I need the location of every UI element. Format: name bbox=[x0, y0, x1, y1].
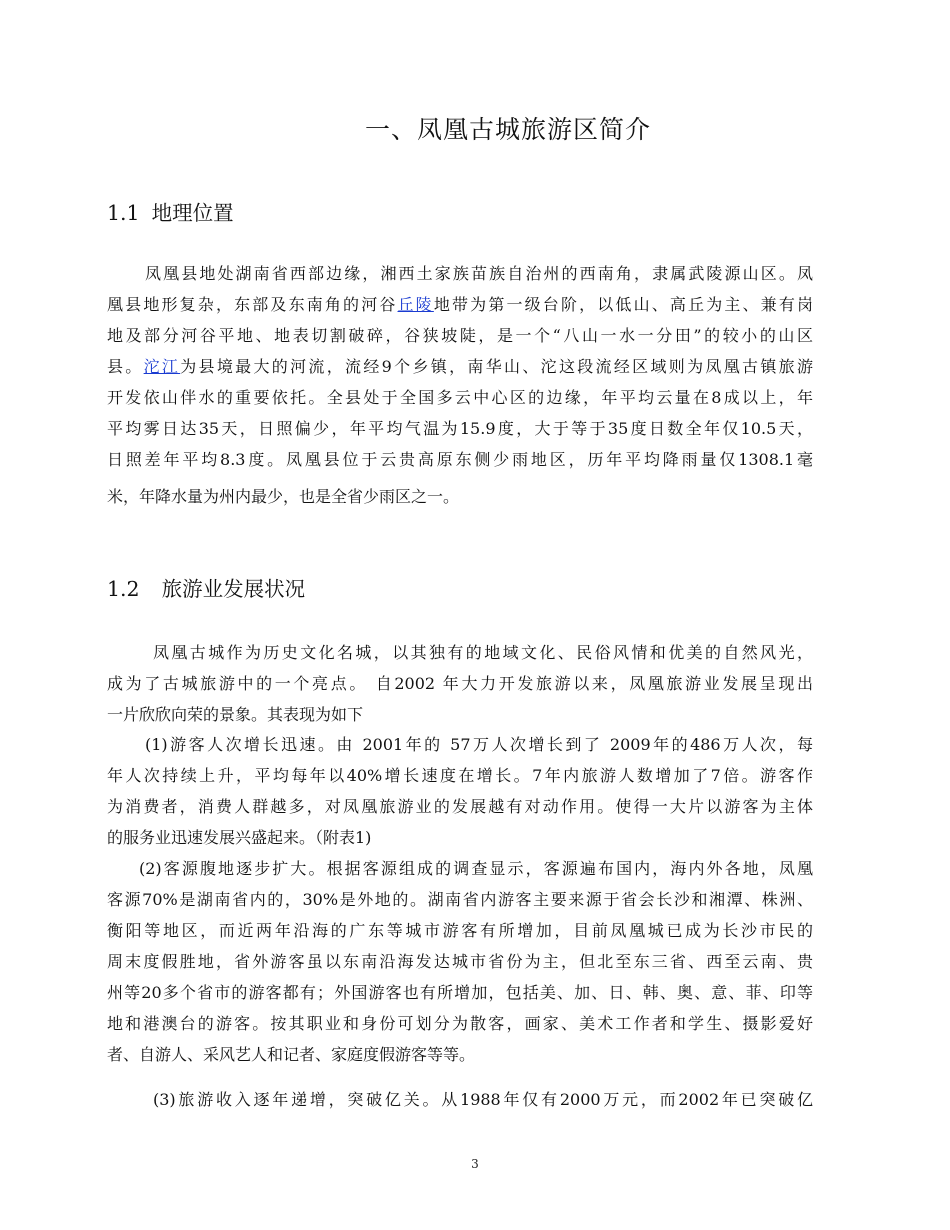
section-title: 地理位置 bbox=[151, 201, 234, 225]
paragraph-line: 客源70%是湖南省内的，30%是外地的。湖南省内游客主要来源于省会长沙和湘潭、株洲、 bbox=[107, 890, 813, 909]
paragraph-line: (3)旅游收入逐年递增，突破亿关。从1988年仅有2000万元，而2002年已突破亿 bbox=[153, 1090, 813, 1109]
paragraph-line: 州等20多个省市的游客都有；外国游客也有所增加，包括美、加、日、韩、奥、意、菲、印等 bbox=[107, 983, 813, 1002]
paragraph-line: 的服务业迅速发展兴盛起来。（附表1) bbox=[107, 828, 372, 847]
text-segment: 地带为第一级台阶，以低山、高丘为主、兼有岗 bbox=[433, 295, 813, 314]
text-segment: 凰县地形复杂，东部及东南角的河谷 bbox=[107, 295, 398, 314]
text-segment: 米，年降水量为州内最少，也是全省少雨区之一。 bbox=[107, 487, 460, 506]
paragraph-line bbox=[107, 481, 813, 512]
section-number: 1.2 bbox=[107, 577, 140, 601]
paragraph-geography bbox=[107, 258, 813, 512]
section-number: 1.1 bbox=[107, 201, 140, 225]
text-segment: 开发依山伴水的重要依托。全县处于全国多云中心区的边缘，年平均云量在8成以上，年 bbox=[107, 388, 813, 407]
link-hills[interactable]: 丘陵 bbox=[397, 295, 434, 314]
paragraph-line: 为消费者，消费人群越多，对凤凰旅游业的发展越有对动作用。使得一大片以游客为主体 bbox=[107, 797, 813, 816]
paragraph-line bbox=[107, 258, 813, 289]
paragraph-line: (1)游客人次增长迅速。由 2001年的 57万人次增长到了 2009年的486万人次，每 bbox=[145, 735, 813, 754]
paragraph-line: 衡阳等地区，而近两年沿海的广东等城市游客有所增加，目前凤凰城已成为长沙市民的 bbox=[107, 921, 813, 940]
paragraph-line: 年人次持续上升，平均每年以40%增长速度在增长。7年内旅游人数增加了7倍。游客作 bbox=[107, 766, 813, 785]
paragraph-line bbox=[107, 382, 813, 413]
text-segment: 凤凰县地处湖南省西部边缘，湘西土家族苗族自治州的西南角，隶属武陵源山区。凤 bbox=[145, 264, 813, 283]
text-segment: 地及部分河谷平地、地表切割破碎，谷狭坡陡，是一个“八山一水一分田”的较小的山区 bbox=[107, 326, 813, 345]
section-heading-1-2 bbox=[107, 572, 305, 602]
paragraph-item-3 bbox=[107, 1084, 813, 1115]
paragraph-line: 周末度假胜地，省外游客虽以东南沿海发达城市省份为主，但北至东三省、西至云南、贵 bbox=[107, 952, 813, 971]
paragraph-line bbox=[107, 351, 813, 382]
text-segment: 平均雾日达35天，日照偏少，年平均气温为15.9度，大于等于35度日数全年仅10.5天， bbox=[107, 419, 813, 438]
paragraph-line: 地和港澳台的游客。按其职业和身份可划分为散客，画家、美术工作者和学生、摄影爱好 bbox=[107, 1014, 813, 1033]
paragraph-item-2 bbox=[107, 853, 813, 1070]
document-title: 一、凤凰古城旅游区简介 bbox=[365, 115, 652, 144]
paragraph-line bbox=[107, 289, 813, 320]
paragraph-line bbox=[107, 320, 813, 351]
section-heading-1-1 bbox=[107, 196, 234, 226]
text-segment: 县。 bbox=[107, 357, 144, 376]
paragraph-line: 凤凰古城作为历史文化名城，以其独有的地域文化、民俗风情和优美的自然风光， bbox=[153, 643, 813, 662]
paragraph-item-1 bbox=[107, 729, 813, 853]
section-title: 旅游业发展状况 bbox=[161, 577, 306, 601]
link-tuojiang[interactable]: 沱江 bbox=[143, 357, 181, 376]
paragraph-line bbox=[107, 413, 813, 444]
page-number: 3 bbox=[471, 1157, 479, 1171]
paragraph-line: 一片欣欣向荣的景象。其表现为如下 bbox=[107, 705, 364, 724]
paragraph-tourism-intro bbox=[107, 637, 813, 730]
text-segment: 为县境最大的河流，流经9个乡镇，南华山、沱这段流经区域则为凤凰古镇旅游 bbox=[180, 357, 813, 376]
paragraph-line bbox=[107, 444, 813, 475]
paragraph-line: 成为了古城旅游中的一个亮点。 自2002 年大力开发旅游以来，凤凰旅游业发展呈现出 bbox=[107, 674, 813, 693]
text-segment: 日照差年平均8.3度。凤凰县位于云贵高原东侧少雨地区，历年平均降雨量仅1308.1毫 bbox=[107, 450, 813, 469]
paragraph-line: (2)客源腹地逐步扩大。根据客源组成的调查显示，客源遍布国内，海内外各地，凤凰 bbox=[139, 859, 813, 878]
paragraph-line: 者、自游人、采风艺人和记者、家庭度假游客等等。 bbox=[107, 1045, 476, 1064]
